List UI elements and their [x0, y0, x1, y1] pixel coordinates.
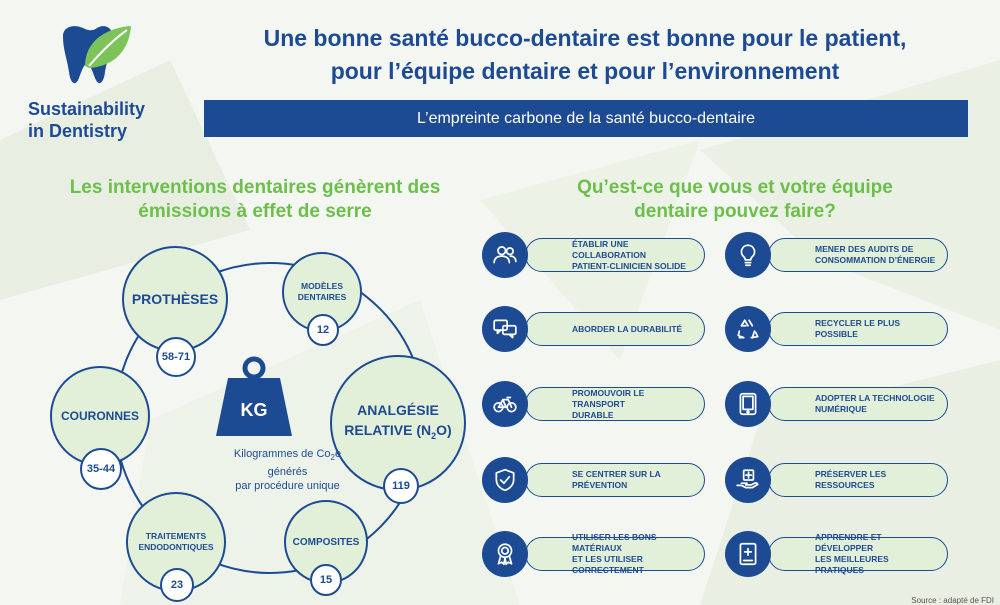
right-section-title: Qu’est-ce que vous et votre équipe dentaire pouvez faire? — [577, 177, 893, 222]
lightbulb-icon — [725, 232, 771, 278]
action-label: MENER DES AUDITS DE — [815, 244, 914, 254]
action-item — [525, 532, 705, 575]
action-item — [768, 463, 948, 497]
value-badge-composites: 15 — [310, 564, 342, 596]
svg-text:KG: KG — [240, 400, 268, 420]
circle-composites: COMPOSITES — [284, 500, 368, 584]
action-label: APPRENDRE ET DÉVELOPPER — [815, 532, 882, 553]
subtitle-banner: L’empreinte carbone de la santé bucco-dentaire — [204, 100, 968, 137]
action-label: SE CENTRER SUR LA PRÉVENTION — [572, 469, 661, 490]
action-label: PATIENT-CLINICIEN SOLIDE — [572, 260, 686, 271]
source-note: Source : adapté de FDI — [911, 596, 994, 605]
circle-couronnes: COURONNES — [50, 366, 150, 466]
recycle-icon — [725, 306, 771, 352]
action-label: DURABLE — [572, 409, 614, 420]
action-label: ET LES UTILISER CORRECTEMENT — [572, 554, 644, 575]
action-item — [525, 238, 705, 272]
value-badge-analgesie-relative: 119 — [383, 468, 419, 504]
circle-protheses: PROTHÈSES — [122, 246, 228, 352]
value-badge-protheses: 58-71 — [156, 337, 196, 377]
kg-caption: Kilogrammes de $Co_2e$ générés par procédure unique — [233, 448, 342, 493]
action-item — [525, 463, 705, 497]
action-item — [525, 312, 705, 346]
action-label: UTILISER LES BONS MATÉRIAUX — [572, 532, 657, 553]
value-badge-traitements-endodontiques: 23 — [160, 568, 194, 602]
hand-plus-icon — [725, 457, 771, 503]
action-label: ADOPTER LA TECHNOLOGIE — [815, 393, 935, 403]
page-title: Une bonne santé bucco-dentaire est bonne pour le patient, pour l’équipe dentaire et pour l’environnement — [263, 25, 907, 84]
tablet-icon — [725, 381, 771, 427]
value-badge-modeles-dentaires: 12 — [307, 314, 339, 346]
circle-analgesie-relative: ANALGÉSIE RELATIVE $(N_2O)$ — [330, 355, 466, 491]
action-label: PROMOUVOIR LE TRANSPORT — [572, 387, 645, 409]
left-section-title: Les interventions dentaires génèrent des émissions à effet de serre — [69, 177, 441, 222]
book-icon — [725, 531, 771, 577]
circle-traitements-endodontiques: TRAITEMENTS ENDODONTIQUES — [126, 492, 226, 592]
action-item — [525, 387, 705, 421]
action-item — [768, 532, 948, 575]
action-label: PRÉSERVER LES RESSOURCES — [815, 469, 887, 490]
action-label: LES MEILLEURES PRATIQUES — [815, 554, 889, 575]
action-item — [768, 238, 948, 272]
action-item — [768, 387, 948, 421]
chat-icon — [482, 306, 528, 352]
kg-weight-icon — [212, 356, 296, 438]
people-icon — [482, 232, 528, 278]
action-label: CONSOMMATION D’ÉNERGIE — [815, 255, 936, 265]
action-item — [768, 312, 948, 346]
action-label: ÉTABLIR UNE COLLABORATION — [572, 238, 646, 260]
value-badge-couronnes: 35-44 — [80, 448, 122, 490]
award-icon — [482, 531, 528, 577]
logo-text: Sustainability in Dentistry — [28, 99, 146, 141]
shield-check-icon — [482, 457, 528, 503]
action-label: RECYCLER LE PLUS POSSIBLE — [815, 318, 901, 339]
action-label: NUMÉRIQUE — [815, 404, 867, 414]
action-label: ABORDER LA DURABILITÉ — [572, 323, 683, 334]
circle-modeles-dentaires: MODÈLES DENTAIRES — [282, 252, 362, 332]
bicycle-icon — [482, 381, 528, 427]
